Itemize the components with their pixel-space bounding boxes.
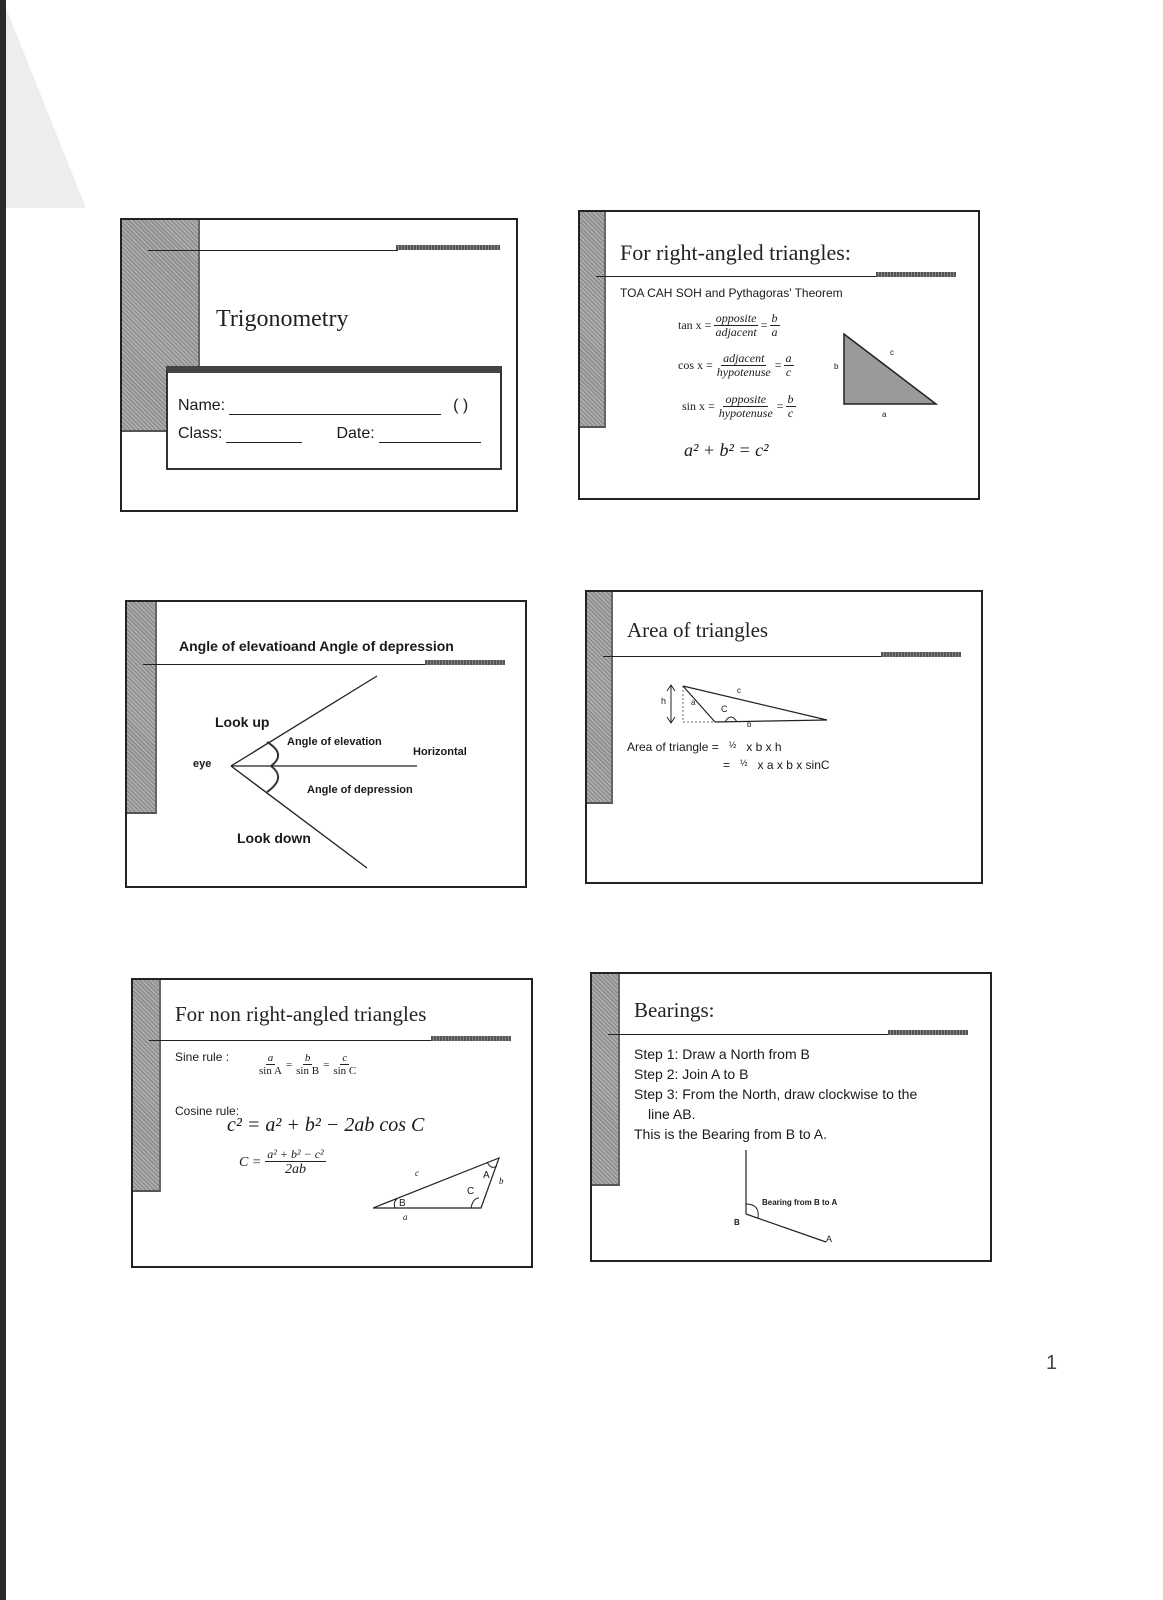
sine-rule-formula: $\frac{a}{\text{sin A}}$ = $\frac{b}{\text{sin B}}$ = $\frac{c}{\text{sin C}}$ <box>259 1052 357 1078</box>
slide-accent-bar <box>580 212 606 428</box>
class-label: Class: <box>178 425 223 442</box>
slide-area <box>585 590 983 884</box>
general-triangle-diagram <box>133 980 533 1270</box>
label-h: h <box>661 696 667 706</box>
triangle-label-a: a <box>882 410 887 419</box>
title-rule <box>148 250 398 251</box>
cos-formula: cos x = $\frac{\text{adjacent}}{\text{hypotenuse}}$ = $\frac{a}{c}$ <box>678 351 792 380</box>
slide-non-right-angled <box>131 978 533 1268</box>
name-label: Name: <box>178 397 226 414</box>
label-A: A <box>483 1170 490 1181</box>
step-3-cont: line AB. <box>648 1106 696 1122</box>
slide-elevation-depression <box>125 600 527 888</box>
angle-c-formula: C = $\frac{\text{a² + b² − c²}}{2ab}$ <box>239 1147 324 1178</box>
point-A-label: A <box>826 1234 833 1244</box>
right-triangle-diagram <box>842 332 942 412</box>
horizontal-label: Horizontal <box>413 746 467 758</box>
tan-formula: tan x = $\frac{\text{opposite}}{\text{adjacent}}$ = $\frac{b}{a}$ <box>678 311 778 340</box>
label-c: c <box>737 686 741 695</box>
look-down-label: Look down <box>237 830 311 846</box>
bearing-diagram <box>592 974 992 1264</box>
look-up-label: Look up <box>215 714 270 730</box>
bearing-label: Bearing from B to A <box>762 1198 838 1207</box>
title-rule-accent <box>396 245 500 250</box>
register-number-field[interactable]: ( ) <box>453 397 469 414</box>
slide-title <box>120 218 518 512</box>
slide-title-text: Bearings: <box>634 998 715 1022</box>
sine-rule-label: Sine rule : <box>175 1050 230 1064</box>
summary: This is the Bearing from B to A. <box>634 1126 827 1142</box>
label-b: b <box>747 720 752 729</box>
slide-right-angled <box>578 210 980 500</box>
slide-title-text: For right-angled triangles: <box>620 240 851 265</box>
slide-subtitle: TOA CAH SOH and Pythagoras' Theorem <box>620 286 843 300</box>
step-2: Step 2: Join A to B <box>634 1066 749 1082</box>
sin-formula: sin x = $\frac{\text{opposite}}{\text{hypotenuse}}$ = $\frac{b}{c}$ <box>682 392 794 421</box>
slide-title-text: For non right-angled triangles <box>175 1002 427 1026</box>
pythagoras-formula: a² + b² = c² <box>684 440 769 460</box>
date-field[interactable] <box>379 426 481 443</box>
student-info-box <box>166 366 502 470</box>
label-a: a <box>691 698 696 707</box>
scan-edge <box>0 0 6 1600</box>
label-c: c <box>415 1168 419 1178</box>
class-field[interactable] <box>226 426 302 443</box>
triangle-label-b: b <box>834 362 839 371</box>
label-b: b <box>499 1176 504 1186</box>
label-C: C <box>467 1186 475 1197</box>
area-formula-line-1: Area of triangle = ½ x b x h <box>627 740 782 754</box>
step-1: Step 1: Draw a North from B <box>634 1046 810 1062</box>
name-field[interactable] <box>229 398 441 415</box>
page-fold-corner <box>6 8 86 208</box>
area-triangle-diagram <box>587 592 985 882</box>
point-B-label: B <box>734 1218 740 1227</box>
slide-bearings <box>590 972 992 1262</box>
area-formula-line-2: = ½ x a x b x sinC <box>723 758 830 772</box>
angle-of-depression-label: Angle of depression <box>307 784 413 796</box>
triangle-label-c: c <box>890 348 894 357</box>
angle-of-elevation-label: Angle of elevation <box>287 736 382 748</box>
step-3: Step 3: From the North, draw clockwise to the <box>634 1086 918 1102</box>
cosine-rule-formula: c² = a² + b² − 2ab cos C <box>227 1114 425 1136</box>
slide-title-text: Area of triangles <box>627 618 769 642</box>
slide-title-text: Angle of elevatioand Angle of depression <box>179 638 454 654</box>
eye-label: eye <box>193 758 212 770</box>
title-rule <box>596 276 896 277</box>
date-label: Date: <box>336 425 375 442</box>
label-a: a <box>403 1212 408 1222</box>
cosine-rule-label: Cosine rule: <box>175 1104 240 1118</box>
label-angle-C: C <box>721 704 728 714</box>
page-number: 1 <box>1046 1352 1058 1374</box>
slide-title-text: Trigonometry <box>216 306 349 332</box>
title-rule-accent <box>876 272 956 277</box>
label-B: B <box>399 1198 406 1209</box>
